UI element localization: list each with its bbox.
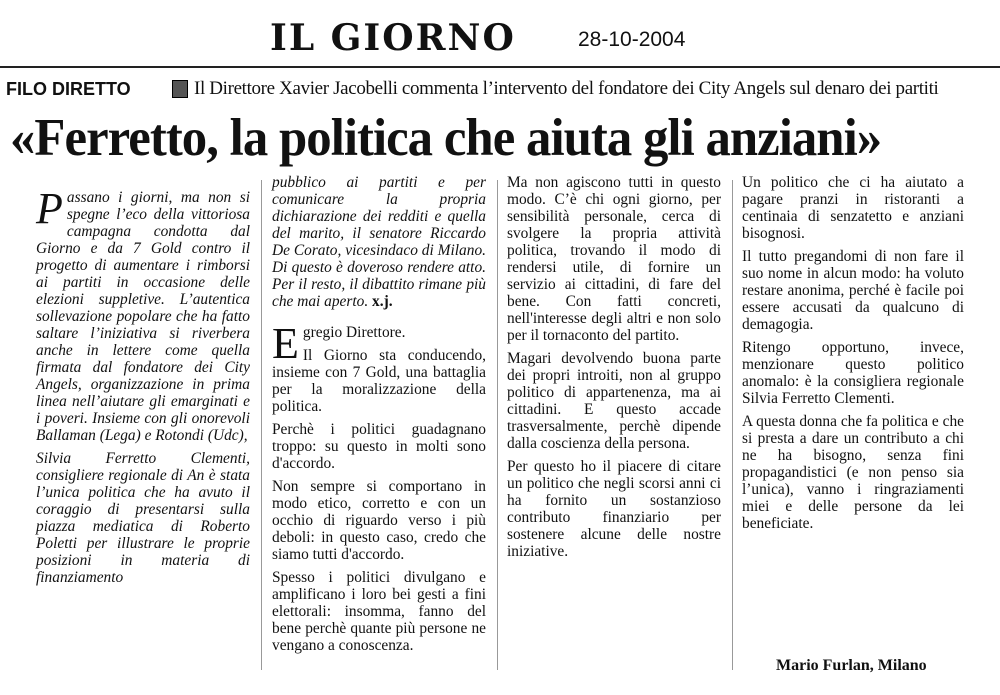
- letter-paragraph: Ritengo opportuno, invece, menzionare questo politico anomalo: è la consigliera regionale Silvia Ferretto Clementi.: [742, 339, 964, 407]
- letter-paragraph: Ma non agiscono tutti in questo modo. C’è chi ogni giorno, per sensibilità personale, cerca di svolgere la propria attività politica, trovando il modo di rendersi utile, di fornire un servizio ai cittadini, di fare del bene. Con fatti concreti, nell'interesse degli altri e non solo per il tornaconto del partito.: [507, 174, 721, 344]
- column-divider: [497, 180, 498, 670]
- top-rule: [0, 66, 1000, 68]
- letter-paragraph: Il Giorno sta conducendo, insieme con 7 Gold, una battaglia per la moralizzazione della politica.: [272, 347, 486, 415]
- column-4: [742, 174, 964, 538]
- letter-paragraph: Non sempre si comportano in modo etico, corretto e con un occhio di riguardo verso i più deboli: in questo caso, credo che siamo tutti d'accordo.: [272, 478, 486, 563]
- intro-paragraph-1: Passano i giorni, ma non si spegne l’eco della vittoriosa campagna condotta dal Giorno e da 7 Gold contro il progetto di aumentare i rimborsi ai partiti in occasione delle elezioni suppletive. L’autentica sollevazione popolare che ha fatto saltare l’iniziativa si riverbera anche in lettere come quella firmata dal fondatore dei City Angels, organizzazione in prima linea nell’aiutare gli emarginati e i poveri. Insieme con gli onorevoli Ballaman (Lega) e Rotondi (Udc),: [36, 184, 250, 444]
- letter-salutation: Egregio Direttore.: [272, 319, 406, 368]
- column-divider: [732, 180, 733, 670]
- letter-paragraph: A questa donna che fa politica e che si presta a dare un contributo a chi ne ha bisogno, senza fini propagandistici (e non penso sia l’unica), vanno i ringraziamenti miei e delle persone da lei beneficiate.: [742, 413, 964, 532]
- letter-paragraph: Per questo ho il piacere di citare un politico che negli scorsi anni ci ha fornito un sostanzioso contributo finanziario per sostenere alcune delle nostre iniziative.: [507, 458, 721, 560]
- intro-dropcap: P: [36, 184, 63, 233]
- standfirst: Il Direttore Xavier Jacobelli commenta l’intervento del fondatore dei City Angels sul denaro dei partiti: [194, 78, 939, 99]
- letter-dropcap: E: [272, 319, 299, 368]
- letter-paragraph: Un politico che ci ha aiutato a pagare pranzi in ristoranti a centinaia di senzatetto e anziani bisognosi.: [742, 174, 964, 242]
- column-divider: [261, 180, 262, 670]
- intro-paragraph-3: pubblico ai partiti e per comunicare la propria dichiarazione dei redditi e quella del marito, il senatore Riccardo De Corato, vicesindaco di Milano. Di questo è doveroso rendere atto. Per il resto, il dibattito rimane più che mai aperto. x.j.: [272, 174, 486, 310]
- publication-date: 28-10-2004: [578, 28, 686, 51]
- column-2: [272, 174, 486, 660]
- intro-column-1: [36, 184, 250, 592]
- letter-paragraph: Il tutto pregandomi di non fare il suo nome in alcun modo: ha voluto restare anonima, perché è facile poi essere accusati da qualcuno di demagogia.: [742, 248, 964, 333]
- intro-initials: x.j.: [372, 293, 393, 310]
- letter-paragraph: Perchè i politici guadagnano troppo: su questo in molti sono d'accordo.: [272, 421, 486, 472]
- rubric-label: FILO DIRETTO: [6, 79, 131, 99]
- intro-paragraph-2: Silvia Ferretto Clementi, consigliere regionale di An è stata l’unica politica che ha avuto il coraggio di presentarsi sulla piazza mediatica di Roberto Poletti per illustrare le proprie posizioni in materia di finanziamento: [36, 450, 250, 586]
- rubric-marker-icon: [172, 80, 188, 98]
- masthead-title: IL GIORNO: [270, 17, 516, 59]
- letter-signature: Mario Furlan, Milano: [776, 657, 927, 674]
- letter-paragraph: Magari devolvendo buona parte dei propri introiti, non al gruppo politico di appartenenza, ma ai cittadini. E questo accade trasversalmente, perchè dipende dalla coscienza della persona.: [507, 350, 721, 452]
- column-3: [507, 174, 721, 566]
- headline: «Ferretto, la politica che aiuta gli anziani»: [10, 109, 882, 167]
- letter-paragraph: Spesso i politici divulgano e amplificano i loro bei gesti a fini elettorali: insomma, fanno del bene perchè quante più persone ne vengano a conoscenza.: [272, 569, 486, 654]
